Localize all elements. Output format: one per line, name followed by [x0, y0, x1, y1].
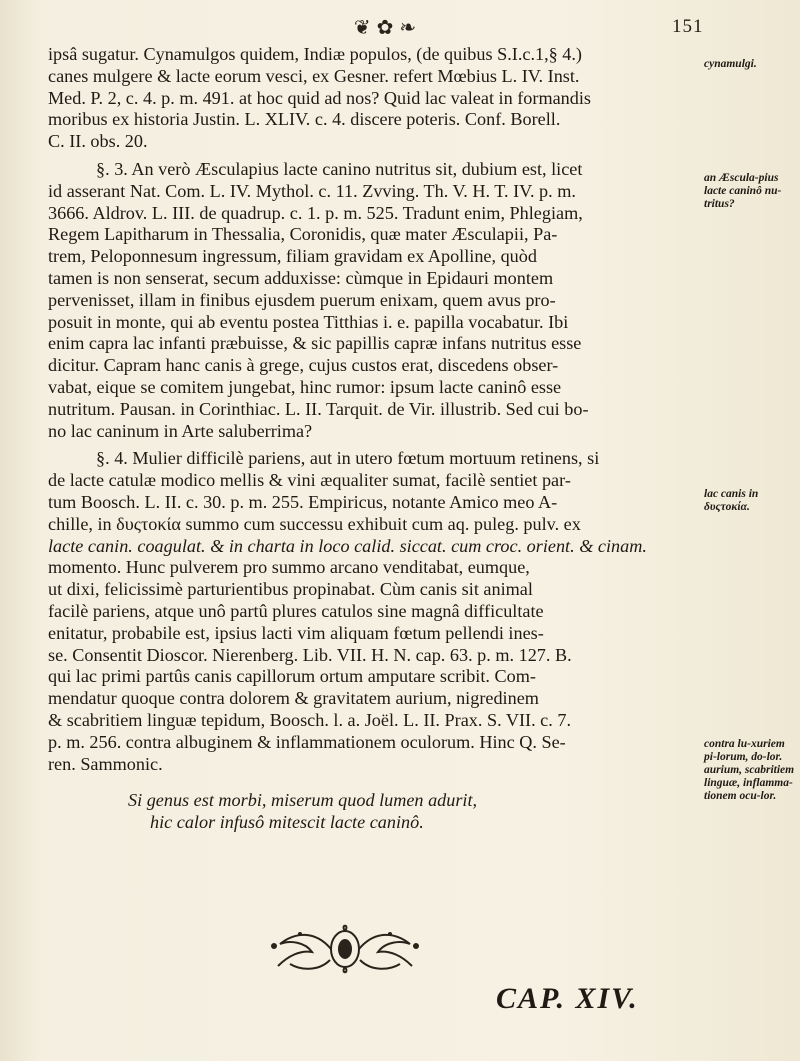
text-line: mendatur quoque contra dolorem & gravitatem aurium, nigredinem [48, 688, 539, 709]
text-line: p. m. 256. contra albuginem & inflammationem oculorum. Hinc Q. Se- [48, 731, 566, 752]
text-line: ut dixi, felicissimè parturientibus propinabat. Cùm canis sit animal [48, 579, 533, 600]
page-number: 151 [672, 16, 704, 37]
text-line: & scabritiem linguæ tepidum, Boosch. l. a. Joël. L. II. Prax. S. VII. c. 7. [48, 709, 571, 730]
text-line: pervenisset, illam in finibus ejusdem puerum enixam, quem avus pro- [48, 289, 556, 310]
main-text [48, 44, 708, 833]
text-line: momento. Hunc pulverem pro summo arcano venditabat, eumque, [48, 557, 530, 578]
text-line: vabat, eique se comitem jungebat, hinc rumor: ipsum lacte caninô esse [48, 376, 562, 397]
text-line: tamen is non senserat, secum adduxisse: cùmque in Epidauri montem [48, 267, 554, 288]
text-line: se. Consentit Dioscor. Nierenberg. Lib. VII. H. N. cap. 63. p. m. 127. B. [48, 644, 572, 665]
margin-note-dystocia: lac canis in δυςτοκία. [704, 488, 759, 513]
margin-note-aesculapius: an Æscula-pius lacte caninô nu-tritus? [704, 172, 782, 210]
section-3-line: §. 3. An verò Æsculapius lacte canino nutritus sit, dubium est, licet [96, 158, 583, 179]
text-line: enim capra lac infanti præbuisse, & sic papillis capræ infans nutritus esse [48, 333, 582, 354]
text-line: tum Boosch. L. II. c. 30. p. m. 255. Empiricus, notante Amico meo A- [48, 491, 558, 512]
text-line: chille, in δυςτοκία summo cum successu exhibuit cum aq. puleg. pulv. ex [48, 513, 581, 534]
fleuron-icon: ❦ [353, 16, 371, 39]
text-line: qui lac primi partûs canis capillorum ortum amputare scribit. Com- [48, 666, 536, 687]
verse-line: Si genus est morbi, miserum quod lumen adurit, [128, 790, 478, 811]
text-line: facilè pariens, atque unô partû plures catulos sine magnâ difficultate [48, 600, 544, 621]
tailpiece-ornament [260, 920, 430, 978]
verse-quote [128, 789, 708, 833]
text-line: nutritum. Pausan. in Corinthiac. L. II. Tarquit. de Vir. illustrib. Sed cui bo- [48, 398, 589, 419]
text-line: C. II. obs. 20. [48, 131, 148, 152]
text-line: ipsâ sugatur. Cynamulgos quidem, Indiæ populos, (de quibus S.I.c.1,§ 4.) [48, 44, 582, 64]
text-line: moribus ex historia Justin. L. XLIV. c. 4. discere poteris. Conf. Borell. [48, 109, 561, 130]
text-line: no lac caninum in Arte saluberrima? [48, 420, 313, 441]
text-line: de lacte catulæ modico mellis & vini æqualiter sumat, facilè sentiet par- [48, 470, 571, 491]
margin-note-remedies: contra lu-xuriem pi-lorum, do-lor. aurium, scabritiem linguæ, inflamma-tionem ocu-lor. [704, 738, 795, 802]
text-line: Regem Lapitharum in Thessalia, Coronidis, quæ mater Æsculapii, Pa- [48, 224, 558, 245]
fleuron-icon: ❧ [399, 16, 417, 39]
section-4-line: §. 4. Mulier difficilè pariens, aut in utero fœtum mortuum retinens, si [96, 448, 600, 469]
text-line: 3666. Aldrov. L. III. de quadrup. c. 1. p. m. 525. Tradunt enim, Phlegiam, [48, 202, 583, 223]
text-line: Med. P. 2, c. 4. p. m. 491. at hoc quid ad nos? Quid lac valeat in formandis [48, 87, 591, 108]
floral-rosette-icon: ✿ [376, 16, 394, 39]
text-line: lacte canin. coagulat. & in charta in loco calid. siccat. cum croc. orient. & cinam. [48, 535, 647, 556]
text-line: posuit in monte, qui ab eventu postea Titthias i. e. papilla vocabatur. Ibi [48, 311, 569, 332]
text-line: id asserant Nat. Com. L. IV. Mythol. c. 11. Zvving. Th. V. H. T. IV. p. m. [48, 180, 576, 201]
verse-line: hic calor infusô mitescit lacte caninô. [150, 812, 424, 833]
header-ornament [330, 14, 440, 40]
catchword-next-chapter: CAP. XIV. [496, 982, 639, 1015]
text-line: dicitur. Capram hanc canis à grege, cujus custos erat, discedens obser- [48, 355, 559, 376]
text-line: canes mulgere & lacte eorum vesci, ex Gesner. refert Mœbius L. IV. Inst. [48, 65, 580, 86]
text-line: enitatur, probabile est, ipsius lacti vim aliquam fœtum pellendi ines- [48, 622, 544, 643]
margin-note-cynamulgi: cynamulgi. [704, 58, 757, 70]
text-line: trem, Peloponnesum ingressum, filiam gravidam ex Apolline, quòd [48, 246, 537, 267]
text-line: ren. Sammonic. [48, 753, 163, 774]
